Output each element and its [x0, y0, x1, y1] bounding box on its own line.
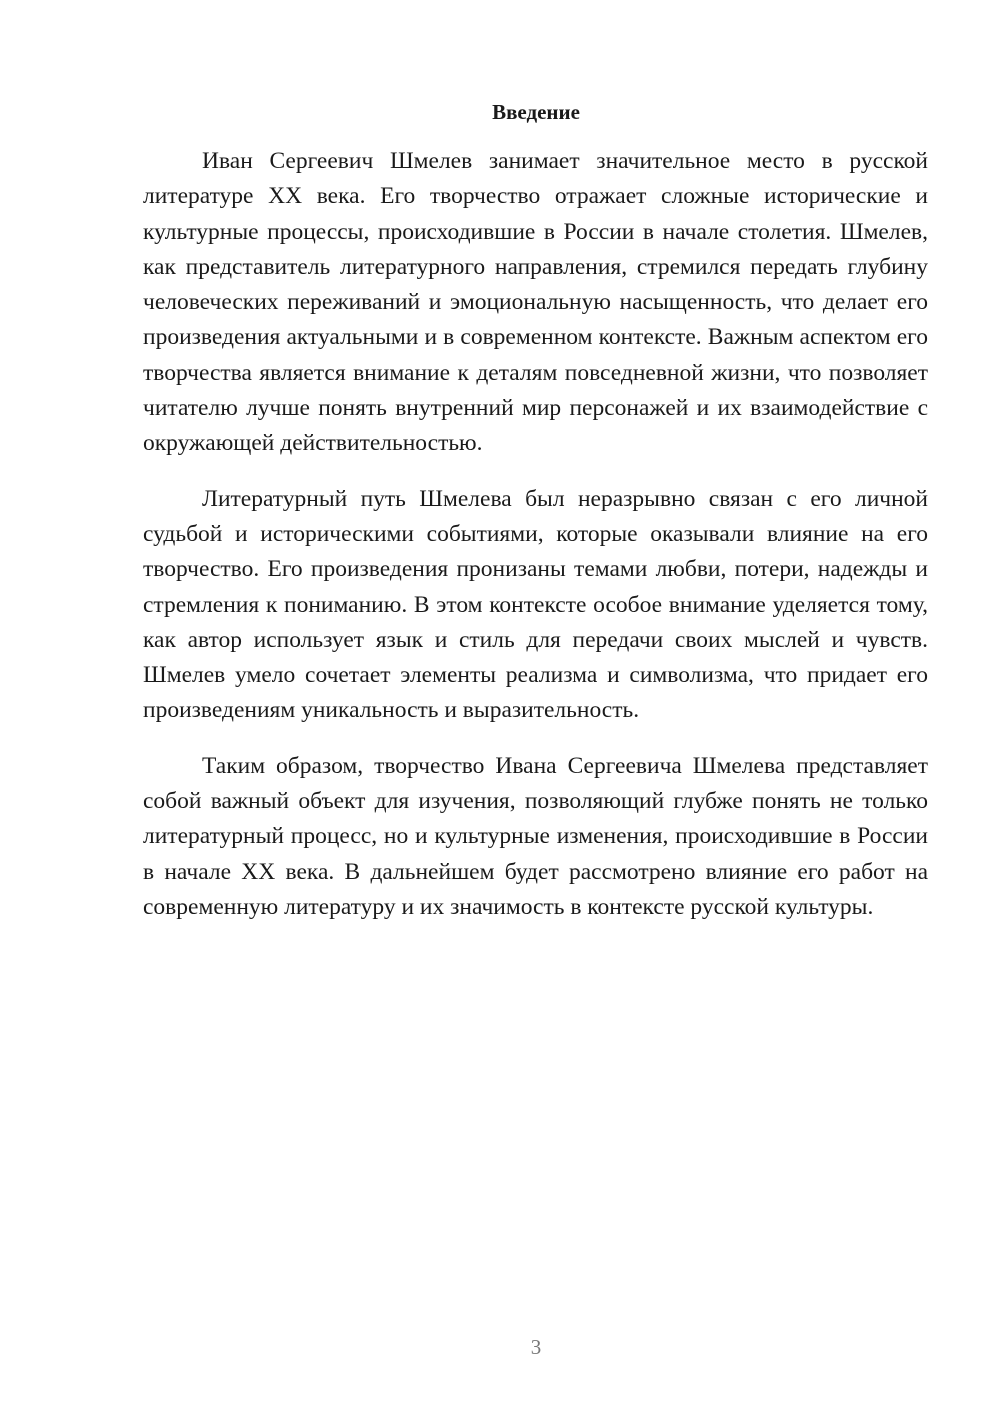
page-number: 3 [530, 1335, 542, 1359]
section-heading: Введение [492, 100, 580, 124]
body-text [143, 144, 928, 945]
paragraph-2: Литературный путь Шмелева был неразрывно связан с его личной судьбой и историческими событиями, которые оказывали влияние на его творчество. Его произведения пронизаны темами любви, потери, надежды и стремления к пониманию. В этом контексте особое внимание уделяется тому, как автор использует язык и стиль для передачи своих мыслей и чувств. Шмелев умело сочетает элементы реализма и символизма, что придает его произведениям уникальность и выразительность. [143, 485, 928, 724]
paragraph-1: Иван Сергеевич Шмелев занимает значительное место в русской литературе XX века. Его творчество отражает сложные исторические и культурные процессы, происходившие в России в начале столетия. Шмелев, как представитель литературного направления, стремился передать глубину человеческих переживаний и эмоциональную насыщенность, что делает его произведения актуальными и в современном контексте. Важным аспектом его творчества является внимание к деталям повседневной жизни, что позволяет читателю лучше понять внутренний мир персонажей и их взаимодействие с окружающей действительностью. [143, 148, 928, 457]
paragraph-3: Таким образом, творчество Ивана Сергеевича Шмелева представляет собой важный объект для изучения, позволяющий глубже понять не только литературный процесс, но и культурные изменения, происходившие в России в начале XX века. В дальнейшем будет рассмотрено влияние его работ на современную литературу и их значимость в контексте русской культуры. [143, 752, 928, 920]
